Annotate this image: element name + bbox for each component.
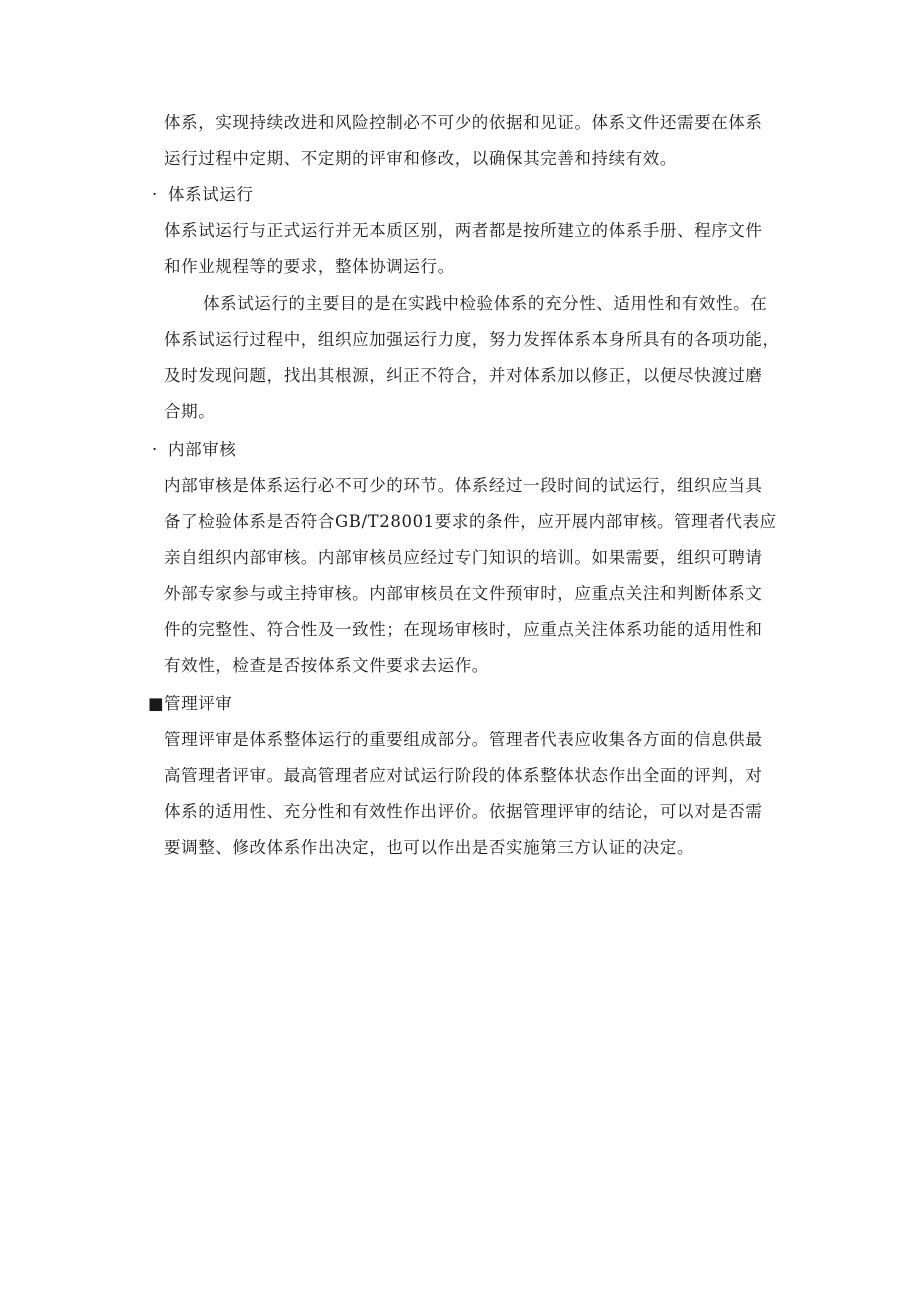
square-bullet-icon: ■ bbox=[148, 694, 165, 713]
section-heading-trial-run bbox=[152, 185, 254, 205]
paragraph-line: 运行过程中定期、不定期的评审和修改，以确保其完善和持续有效。 bbox=[164, 149, 677, 168]
paragraph-line: 体系的适用性、充分性和有效性作出评价。依据管理评审的结论，可以对是否需 bbox=[164, 802, 763, 821]
bullet-dot-icon: · bbox=[152, 440, 158, 459]
paragraph-line: 和作业规程等的要求，整体协调运行。 bbox=[164, 257, 455, 276]
heading-title: 体系试运行 bbox=[168, 185, 254, 204]
paragraph-line: 备了检验体系是否符合GB/T28001要求的条件，应开展内部审核。管理者代表应 bbox=[164, 512, 777, 531]
bullet-dot-icon: · bbox=[152, 185, 158, 204]
paragraph-line: 及时发现问题，找出其根源，纠正不符合，并对体系加以修正，以便尽快渡过磨 bbox=[164, 366, 763, 385]
paragraph-line: 管理评审是体系整体运行的重要组成部分。管理者代表应收集各方面的信息供最 bbox=[164, 730, 763, 749]
paragraph-line: 亲自组织内部审核。内部审核员应经过专门知识的培训。如果需要，组织可聘请 bbox=[164, 548, 763, 567]
heading-title: 内部审核 bbox=[168, 440, 237, 459]
paragraph-line: 体系试运行与正式运行并无本质区别，两者都是按所建立的体系手册、程序文件 bbox=[164, 221, 763, 240]
paragraph-line: 内部审核是体系运行必不可少的环节。体系经过一段时间的试运行，组织应当具 bbox=[164, 476, 763, 495]
paragraph-line: 体系试运行的主要目的是在实践中检验体系的充分性、适用性和有效性。在 bbox=[203, 294, 768, 313]
paragraph-line: 有效性，检查是否按体系文件要求去运作。 bbox=[164, 656, 489, 675]
section-heading-management-review bbox=[148, 694, 232, 714]
section-heading-internal-audit bbox=[152, 440, 236, 460]
paragraph-line: 件的完整性、符合性及一致性；在现场审核时，应重点关注体系功能的适用性和 bbox=[164, 620, 763, 639]
paragraph-line: 高管理者评审。最高管理者应对试运行阶段的体系整体状态作出全面的评判，对 bbox=[164, 766, 763, 785]
paragraph-line: 要调整、修改体系作出决定，也可以作出是否实施第三方认证的决定。 bbox=[164, 838, 695, 857]
paragraph-line: 体系试运行过程中，组织应加强运行力度，努力发挥体系本身所具有的各项功能， bbox=[164, 330, 780, 349]
paragraph-line: 合期。 bbox=[164, 402, 216, 421]
paragraph-line: 外部专家参与或主持审核。内部审核员在文件预审时，应重点关注和判断体系文 bbox=[164, 584, 763, 603]
heading-title: 管理评审 bbox=[164, 694, 233, 713]
paragraph-line: 体系，实现持续改进和风险控制必不可少的依据和见证。体系文件还需要在体系 bbox=[164, 113, 763, 132]
